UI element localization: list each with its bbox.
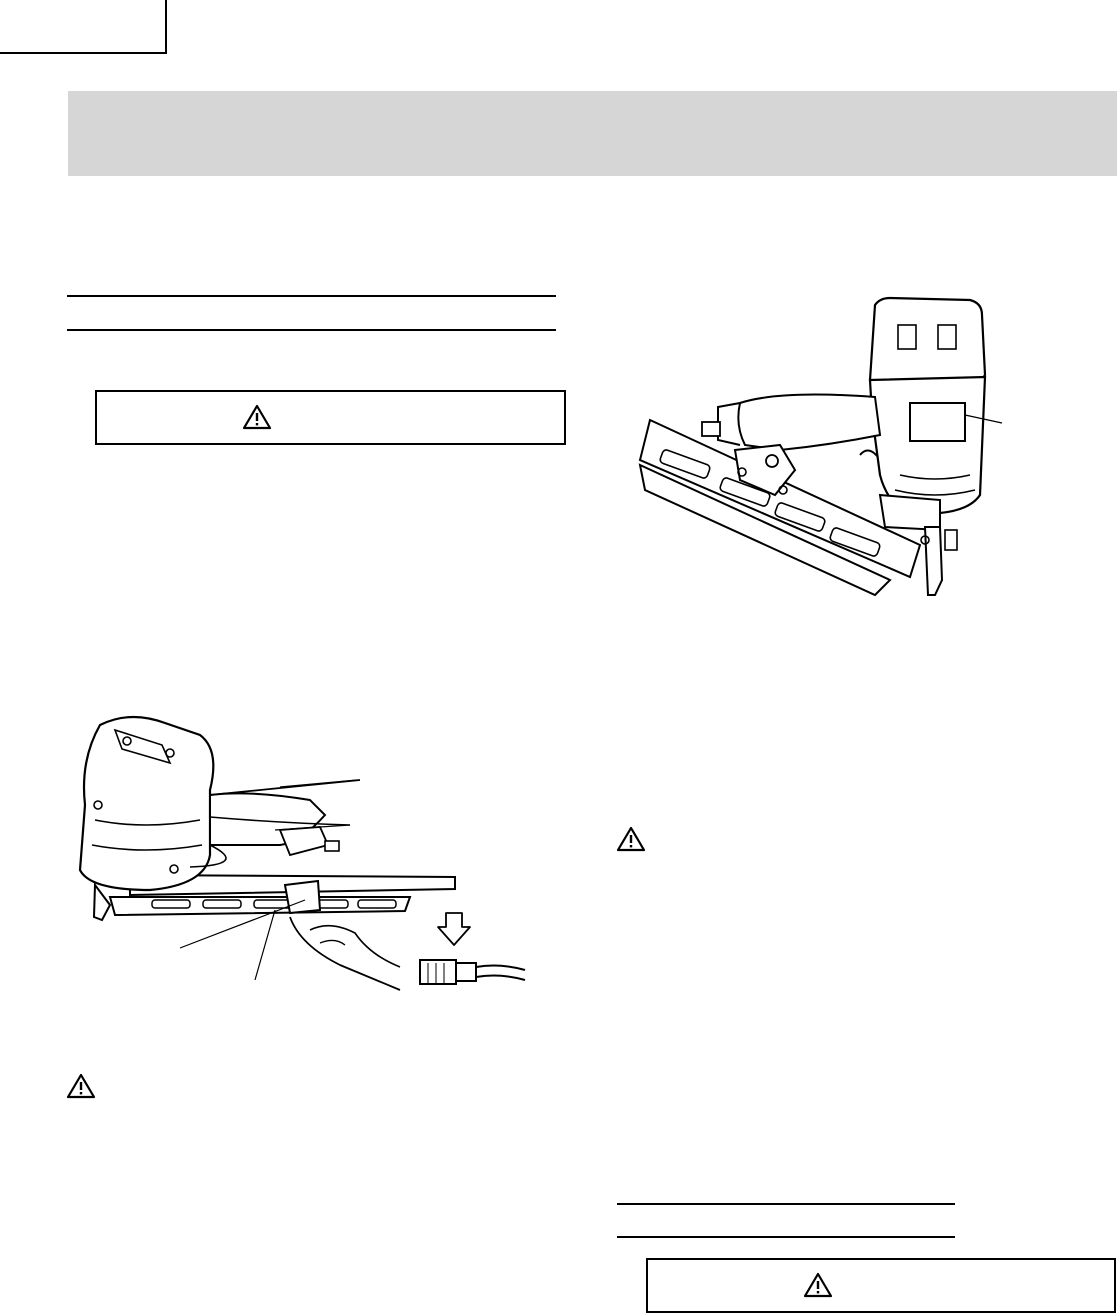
warning-triangle-icon bbox=[242, 404, 272, 430]
right-section-heading bbox=[617, 1208, 955, 1236]
left-heading-rule-top bbox=[67, 295, 556, 297]
loading-nails-illustration bbox=[70, 705, 530, 1005]
right-caution-box bbox=[646, 1258, 1116, 1313]
nailer-label-illustration bbox=[640, 295, 1030, 625]
section-header-band bbox=[68, 91, 1117, 176]
warning-triangle-icon bbox=[616, 826, 646, 852]
down-arrow-icon bbox=[438, 913, 470, 945]
left-heading-rule-bottom bbox=[67, 329, 556, 331]
left-section-heading bbox=[67, 300, 556, 328]
left-caution-box bbox=[95, 390, 566, 445]
warning-triangle-icon bbox=[66, 1073, 96, 1099]
right-heading-rule-top bbox=[617, 1203, 955, 1205]
page-number-tab bbox=[0, 0, 167, 54]
right-heading-rule-bottom bbox=[617, 1236, 955, 1238]
warning-triangle-icon bbox=[803, 1272, 833, 1298]
